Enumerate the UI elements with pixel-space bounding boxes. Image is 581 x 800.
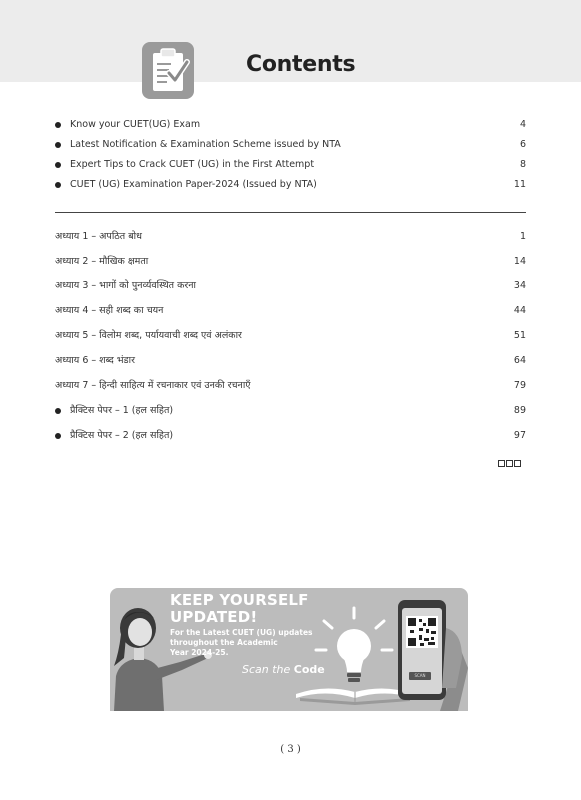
- practice-page: 89: [513, 405, 526, 416]
- bullet-icon: [55, 122, 61, 128]
- light-bulb-icon: [316, 608, 392, 682]
- page-number: ( 3 ): [280, 744, 301, 755]
- chapter-entry[interactable]: [55, 229, 526, 245]
- scan-the-code-text: [242, 663, 325, 676]
- chapter-page: 51: [513, 330, 526, 341]
- chapter-page: 34: [513, 280, 526, 291]
- square-icon: [498, 460, 505, 467]
- promo-banner[interactable]: [110, 588, 468, 711]
- chapter-page: 1: [519, 231, 526, 242]
- bullet-icon: [55, 182, 61, 188]
- bullet-icon: [55, 408, 61, 414]
- chapter-entry[interactable]: [55, 328, 526, 344]
- toc-entry-label: Latest Notification & Examination Scheme issued by NTA: [70, 139, 341, 150]
- chapter-entry[interactable]: [55, 303, 526, 319]
- scan-button[interactable]: SCAN: [409, 672, 431, 680]
- toc-entry-page: 8: [519, 159, 526, 170]
- bullet-icon: [55, 142, 61, 148]
- banner-subtext-line: Year 2024-25.: [170, 648, 229, 657]
- chapter-label: अध्याय 3 – भागों को पुनर्व्यवस्थित करना: [55, 280, 197, 291]
- banner-headline: [170, 592, 309, 626]
- page-title: Contents: [246, 52, 356, 77]
- practice-entry[interactable]: [55, 403, 526, 419]
- toc-entry-page: 11: [513, 179, 526, 190]
- toc-entry-page: 4: [519, 119, 526, 130]
- toc-entry-label: CUET (UG) Examination Paper-2024 (Issued by NTA): [70, 179, 317, 190]
- banner-headline-line: UPDATED!: [170, 608, 258, 626]
- chapter-page: 14: [513, 256, 526, 267]
- chapter-label: अध्याय 2 – मौखिक क्षमता: [55, 256, 149, 267]
- bullet-icon: [55, 433, 61, 439]
- end-of-section-marks: [498, 460, 521, 470]
- toc-entry-label: Know your CUET(UG) Exam: [70, 119, 201, 130]
- practice-entry[interactable]: [55, 428, 526, 444]
- square-icon: [514, 460, 521, 467]
- scan-word: Scan the: [242, 663, 291, 676]
- practice-label: प्रैक्टिस पेपर – 2 (हल सहित): [70, 430, 174, 441]
- practice-label: प्रैक्टिस पेपर – 1 (हल सहित): [70, 405, 174, 416]
- chapter-label: अध्याय 6 – शब्द भंडार: [55, 355, 135, 366]
- bullet-icon: [55, 162, 61, 168]
- banner-subtext-line: For the Latest CUET (UG) updates: [170, 628, 313, 637]
- section-divider: [55, 212, 526, 213]
- chapter-entry[interactable]: [55, 254, 526, 270]
- toc-entry[interactable]: [55, 117, 526, 133]
- chapter-label: अध्याय 7 – हिन्दी साहित्य में रचनाकार एवं उनकी रचनाएँ: [55, 380, 251, 391]
- phone-icon: [398, 600, 468, 711]
- toc-entry[interactable]: [55, 177, 526, 193]
- toc-entry[interactable]: [55, 137, 526, 153]
- scan-code-word: Code: [293, 663, 325, 676]
- banner-headline-line: KEEP YOURSELF: [170, 591, 309, 609]
- chapter-page: 79: [513, 380, 526, 391]
- chapter-entry[interactable]: [55, 278, 526, 294]
- chapter-entry[interactable]: [55, 353, 526, 369]
- toc-entry-page: 6: [519, 139, 526, 150]
- chapter-entry[interactable]: [55, 378, 526, 394]
- chapter-label: अध्याय 5 – विलोम शब्द, पर्यायवाची शब्द एवं अलंकार: [55, 330, 242, 341]
- chapter-page: 64: [513, 355, 526, 366]
- toc-entry-label: Expert Tips to Crack CUET (UG) in the First Attempt: [70, 159, 315, 170]
- square-icon: [506, 460, 513, 467]
- chapter-label: अध्याय 4 – सही शब्द का चयन: [55, 305, 164, 316]
- chapter-label: अध्याय 1 – अपठित बोध: [55, 231, 142, 242]
- clipboard-check-icon: [142, 42, 194, 99]
- practice-page: 97: [513, 430, 526, 441]
- chapter-page: 44: [513, 305, 526, 316]
- toc-entry[interactable]: [55, 157, 526, 173]
- banner-subtext-line: throughout the Academic: [170, 638, 278, 647]
- book-icon: [296, 688, 414, 705]
- banner-subtext: [170, 628, 320, 658]
